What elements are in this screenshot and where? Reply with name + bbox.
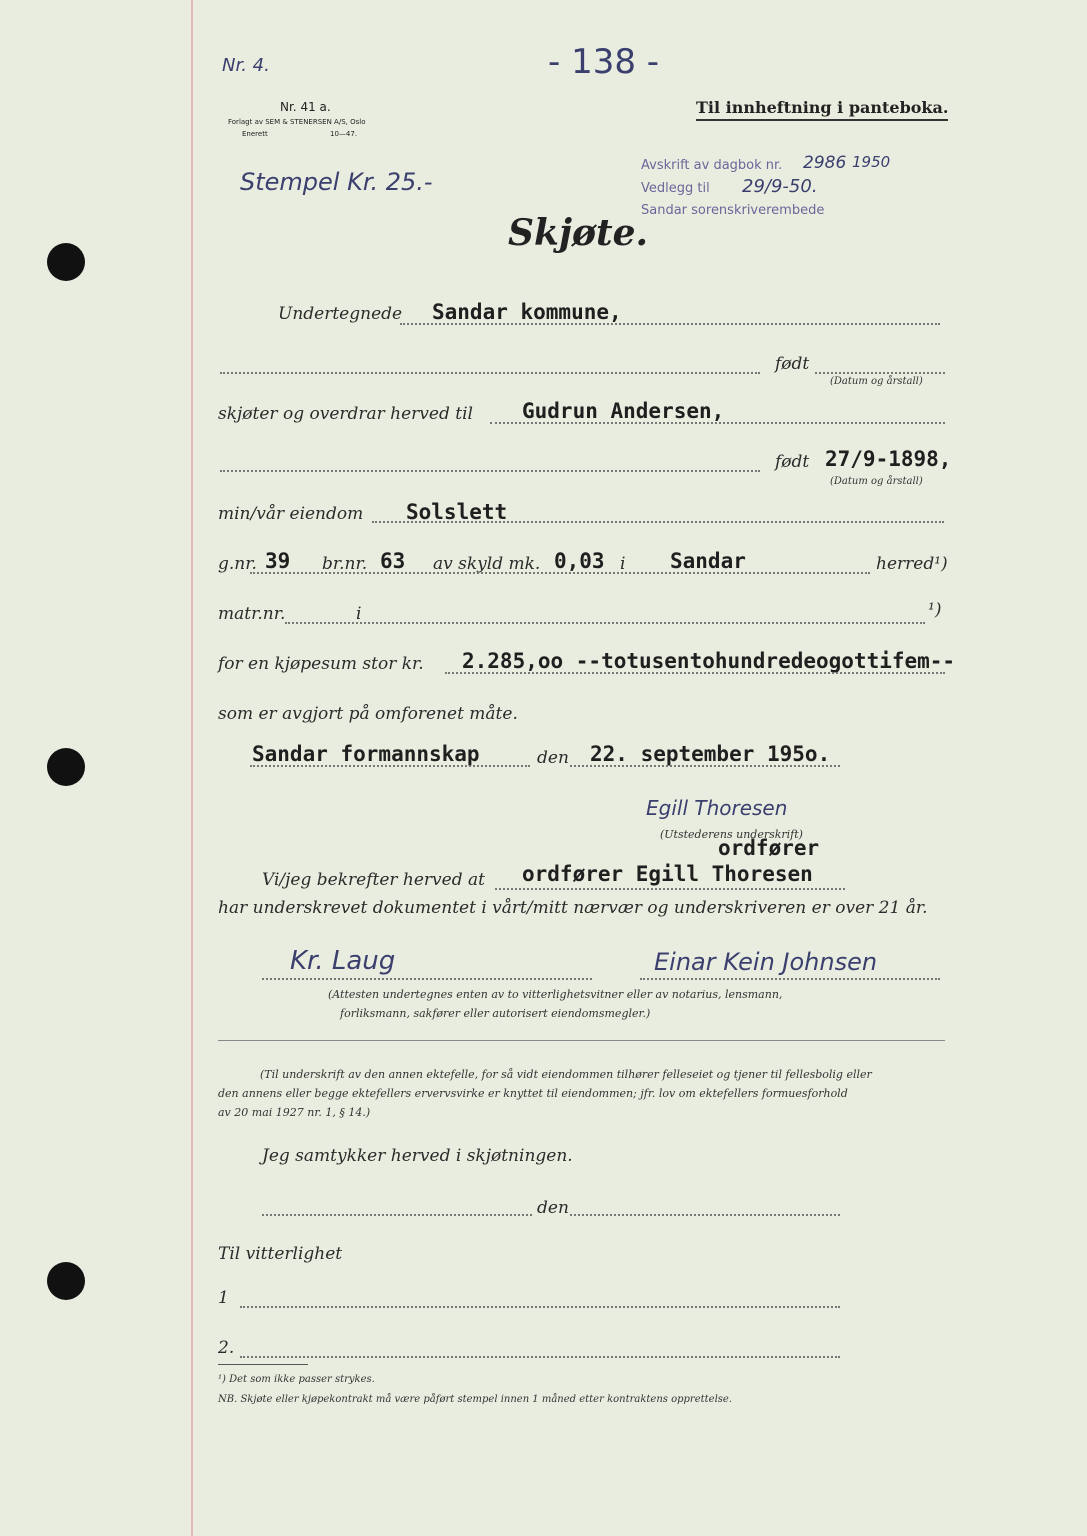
- attest-note-2: forliksmann, sakfører eller autorisert eiendomsmegler.): [340, 1007, 651, 1020]
- registry-stamp-line2-label: Vedlegg til: [641, 181, 710, 196]
- undertegnede-label: Undertegnede: [278, 304, 403, 324]
- page-number: - 138 -: [548, 42, 660, 82]
- separator: [218, 1040, 945, 1041]
- document-title: Skjøte.: [508, 212, 649, 254]
- samtykker-text: Jeg samtykker herved i skjøtningen.: [262, 1146, 573, 1166]
- fodt1-label: født: [775, 354, 810, 374]
- punch-hole-3: [47, 1262, 85, 1300]
- dotted-line: [445, 672, 945, 674]
- kjopesum-value: 2.285,oo --totusentohundredeogottifem--: [462, 649, 956, 673]
- dotted-line: [285, 622, 925, 624]
- skyld-value: 0,03: [554, 549, 605, 573]
- attest-note-1: (Attesten undertegnes enten av to vitterlighetsvitner eller av notarius, lensmann,: [328, 988, 783, 1001]
- eiendom-value: Solslett: [406, 500, 508, 524]
- punch-hole-2: [47, 748, 85, 786]
- herred-value: Sandar: [670, 549, 746, 573]
- publisher-line-1: Forlagt av SEM & STENERSEN A/S, Oslo: [228, 118, 366, 126]
- form-number: Nr. 41 a.: [280, 100, 331, 114]
- matr-i: i: [356, 604, 362, 624]
- dotted-line: [240, 1306, 840, 1308]
- bekrefter-label: Vi/jeg bekrefter herved at: [262, 870, 485, 890]
- dotted-line: [250, 765, 530, 767]
- dotted-line: [570, 765, 840, 767]
- registry-stamp-year: 1950: [852, 153, 891, 171]
- vitne-1-label: 1: [218, 1288, 229, 1308]
- dotted-line: [220, 372, 760, 374]
- i-label: i: [620, 554, 626, 574]
- registry-stamp-number: 2986: [803, 153, 847, 173]
- undertegnede-value: Sandar kommune,: [432, 300, 622, 324]
- dotted-line: [240, 1356, 840, 1358]
- signature-issuer: Egill Thoresen: [646, 796, 788, 820]
- matr-label: matr.nr.: [218, 604, 286, 624]
- kjopesum-label: for en kjøpesum stor kr.: [218, 654, 424, 674]
- ektefelle-note-3: av 20 mai 1927 nr. 1, § 14.): [218, 1106, 371, 1119]
- footnote-2: NB. Skjøte eller kjøpekontrakt må være påført stempel innen 1 måned etter kontraktens opprettelse.: [218, 1394, 732, 1405]
- hand-note-top-left: Nr. 4.: [222, 55, 270, 76]
- footnote-1: ¹) Det som ikke passer strykes.: [218, 1374, 375, 1385]
- fodt1-note: (Datum og årstall): [830, 376, 923, 387]
- dotted-line: [570, 1214, 840, 1216]
- brnr-label: br.nr.: [322, 554, 368, 574]
- ektefelle-note-2: den annens eller begge ektefellers ervervsvirke er knyttet til eiendommen; jfr. lov om ektefellers formuesforhold: [218, 1087, 848, 1100]
- brnr-value: 63: [380, 549, 406, 573]
- footnote-rule: [218, 1364, 308, 1365]
- fodt2-value: 27/9-1898,: [825, 447, 952, 471]
- dotted-line: [640, 978, 940, 980]
- stamp-fee-hand: Stempel Kr. 25.-: [240, 168, 433, 196]
- gnr-label: g.nr.: [218, 554, 257, 574]
- vitterlighet-label: Til vitterlighet: [218, 1244, 343, 1264]
- publisher-date: 10—47.: [330, 130, 358, 138]
- herred-label: herred¹): [876, 554, 948, 574]
- registry-stamp-date: 29/9-50.: [742, 176, 818, 197]
- bekrefter-value: ordfører Egill Thoresen: [522, 862, 813, 886]
- place-value: Sandar formannskap: [252, 742, 480, 766]
- ektefelle-note-1: (Til underskrift av den annen ektefelle, for så vidt eiendommen tilhører felleseiet og tjener til fellesbolig eller: [260, 1068, 872, 1081]
- avgjort-text: som er avgjort på omforenet måte.: [218, 704, 518, 724]
- dotted-line: [262, 1214, 532, 1216]
- margin-line: [191, 0, 193, 1536]
- fodt2-note: (Datum og årstall): [830, 476, 923, 487]
- signature-title: ordfører: [718, 836, 820, 860]
- registry-stamp-line1-label: Avskrift av dagbok nr.: [641, 158, 783, 173]
- punch-hole-1: [47, 243, 85, 281]
- matr-note: ¹): [928, 600, 942, 620]
- witness1-signature: Kr. Laug: [290, 946, 396, 976]
- skjoter-label: skjøter og overdrar herved til: [218, 404, 473, 424]
- underskrevet-text: har underskrevet dokumentet i vårt/mitt nærvær og underskriveren er over 21 år.: [218, 898, 928, 918]
- dotted-line: [250, 572, 870, 574]
- gnr-value: 39: [265, 549, 291, 573]
- den-label: den: [537, 748, 569, 768]
- dotted-line: [495, 888, 845, 890]
- vitne-2-label: 2.: [218, 1338, 235, 1358]
- dotted-line: [815, 372, 945, 374]
- eiendom-label: min/vår eiendom: [218, 504, 364, 524]
- signature-note: (Utstederens underskrift): [660, 828, 803, 841]
- skyld-label: av skyld mk.: [433, 554, 541, 574]
- dotted-line: [262, 978, 592, 980]
- dotted-line: [220, 470, 760, 472]
- den2-label: den: [537, 1198, 569, 1218]
- fodt2-label: født: [775, 452, 810, 472]
- header-title-right: Til innheftning i panteboka.: [696, 98, 948, 121]
- witness2-signature: Einar Kein Johnsen: [654, 948, 878, 976]
- skjoter-value: Gudrun Andersen,: [522, 399, 725, 423]
- date-value: 22. september 195o.: [590, 742, 831, 766]
- registry-stamp-line3: Sandar sorenskriverembede: [641, 203, 825, 218]
- publisher-line-2: Enerett: [242, 130, 268, 138]
